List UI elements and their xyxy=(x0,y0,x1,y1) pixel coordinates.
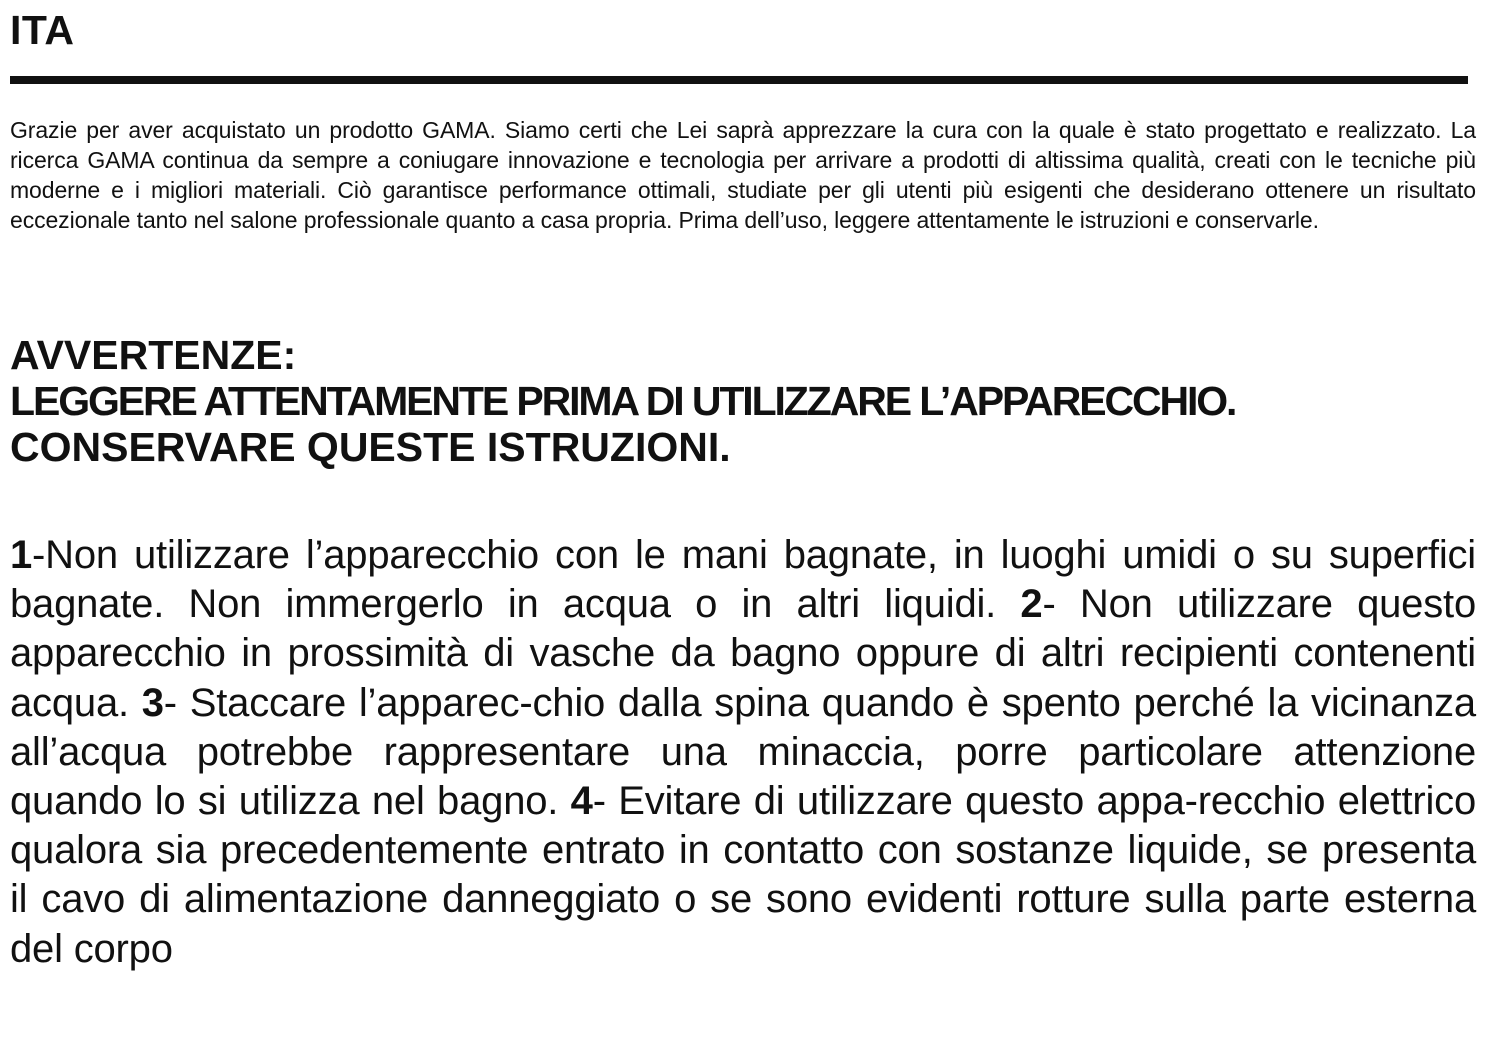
instruction-text: - Non utilizzare questo apparecchio in prossimità di vasche da bagno oppure di altri recipienti contenenti acqua. xyxy=(10,582,1476,725)
instruction-number: 3 xyxy=(141,680,164,725)
instructions-paragraph xyxy=(10,531,1476,974)
instruction-number: 2 xyxy=(1020,582,1043,627)
warnings-title: AVVERTENZE: xyxy=(10,332,297,378)
intro-paragraph: Grazie per aver acquistato un prodotto GAMA. Siamo certi che Lei saprà apprezzare la cura con la quale è stato progettato e realizzato. La ricerca GAMA continua da sempre a coniugare innovazione e tecnologia per arrivare a prodotti di altissima qualità, creati con le tecniche più moderne e i migliori materiali. Ciò garantisce performance ottimali, studiate per gli utenti più esigenti che desiderano ottenere un risultato eccezionale tanto nel salone professionale quanto a casa propria. Prima dell’uso, leggere attentamente le istruzioni e conservarle. xyxy=(10,117,1476,233)
instruction-text: -Non utilizzare l’apparecchio con le mani bagnate, in luoghi umidi o su superfici bagnate. Non immergerlo in acqua o in altri liquidi. xyxy=(10,533,1476,627)
instruction-text: - Evitare di utilizzare questo appa-recchio elettrico qualora sia precedentemente entrato in contatto con sostanze liquide, se presenta il cavo di alimentazione danneggiato o se sono evidenti rotture sulla parte esterna del corpo xyxy=(10,779,1477,971)
instruction-number: 1 xyxy=(10,533,33,577)
language-code: ITA xyxy=(10,7,75,53)
header-divider xyxy=(10,76,1468,84)
warnings-heading xyxy=(10,332,1476,470)
manual-page xyxy=(10,0,1476,1038)
warnings-read-carefully: LEGGERE ATTENTAMENTE PRIMA DI UTILIZZARE L’APPARECCHIO. xyxy=(10,378,1236,424)
warnings-keep-instructions: CONSERVARE QUESTE ISTRUZIONI. xyxy=(10,424,731,470)
instruction-text: - Staccare l’apparec-chio dalla spina quando è spento perché la vicinanza all’acqua potrebbe rappresentare una minaccia, porre particolare attenzione quando lo si utilizza nel bagno. xyxy=(10,680,1476,824)
instruction-number: 4 xyxy=(570,779,593,824)
